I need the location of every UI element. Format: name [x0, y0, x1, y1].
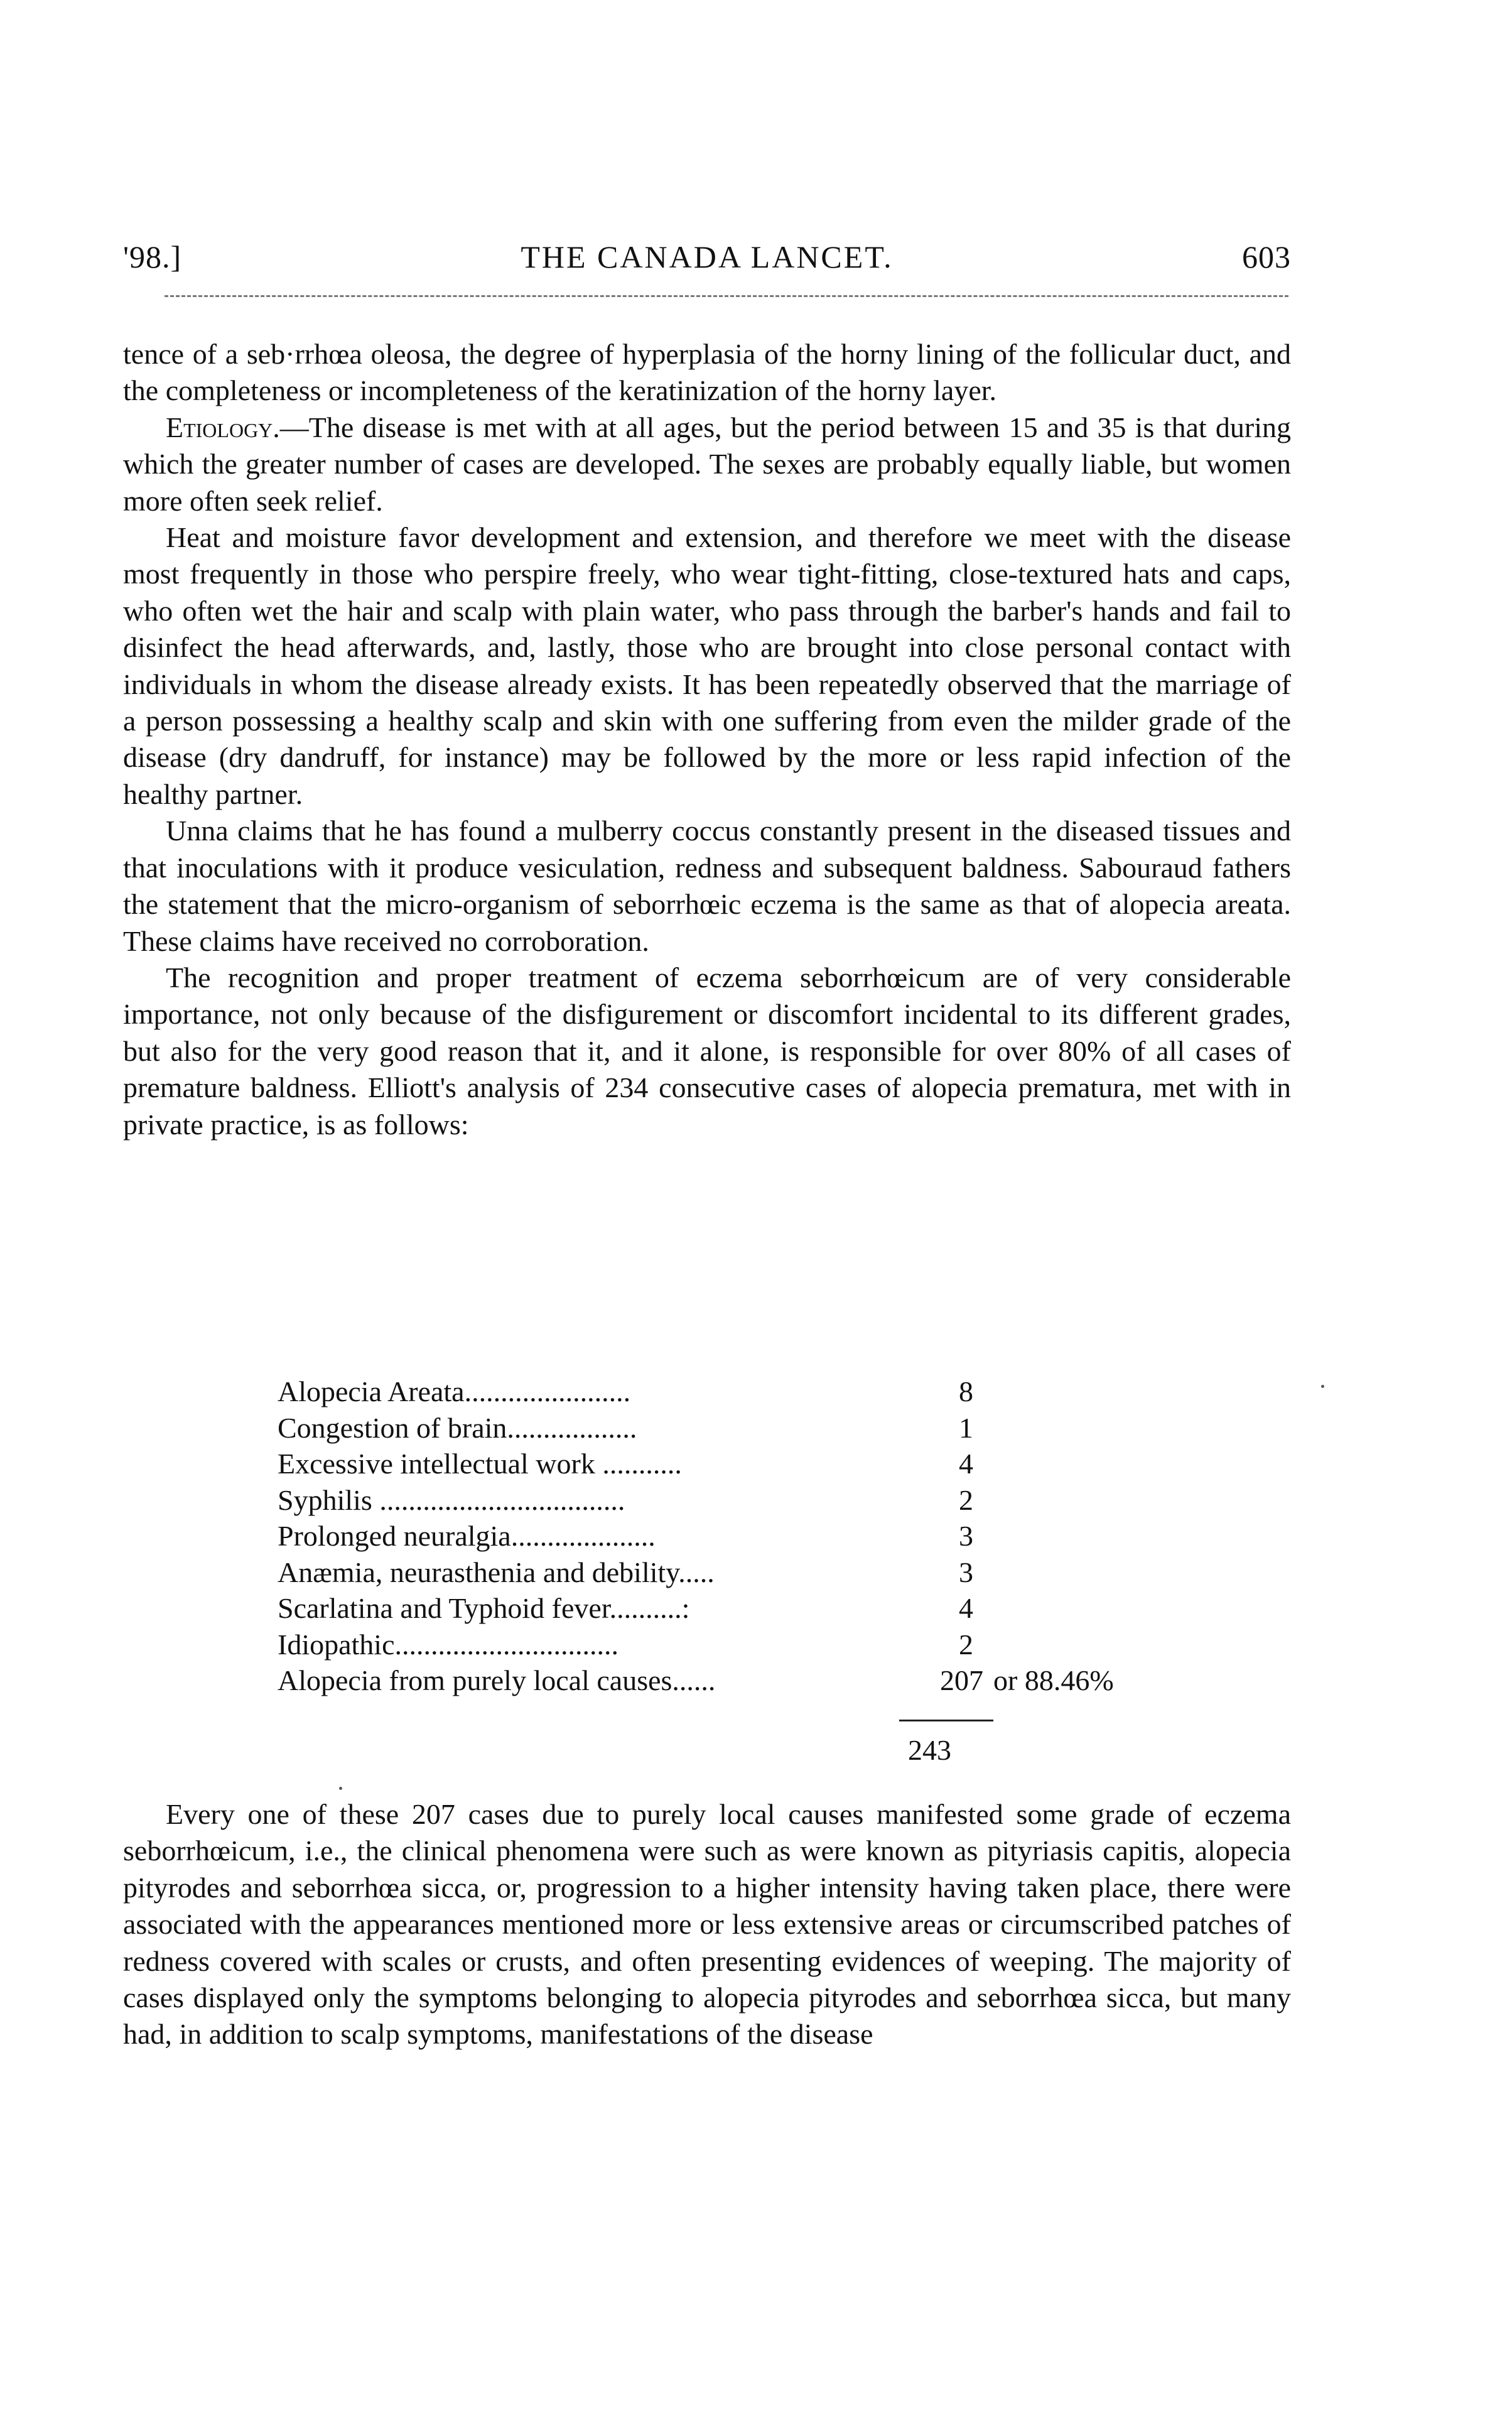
page-number: 603: [1242, 239, 1291, 274]
paragraph-every-one: Every one of these 207 cases due to purely local causes manifested some grade of eczema seborrhœicum, i.e., the clinical phenomena were such as were known as pityriasis capitis, alopecia pityrodes and seborrhœa sicca, or, progression to a higher intensity having taken place, there were associated with the appearances mentioned more or less extensive areas or circumscribed patches of redness covered with scales or crusts, and often presenting evidences of weeping. The majority of cases displayed only the symptoms belonging to alopecia pityrodes and seborrhœa sicca, but many had, in addition to scalp symptoms, manifestations of the disease: [123, 1798, 1291, 2051]
journal-title: THE CANADA LANCET.: [521, 239, 894, 274]
recognition-text-b: of all cases of premature baldness. Elliott's analysis of 234 consecutive cases of alopecia prematura, met with in private practice, is as follows:: [123, 1034, 1292, 1141]
row-value: 2: [959, 1628, 973, 1661]
total-rule: [899, 1720, 993, 1721]
percent-sign: %: [1087, 1034, 1111, 1067]
paragraph-etiology: [123, 409, 1291, 519]
table-row: [278, 1590, 1194, 1627]
row-value: 8: [959, 1375, 973, 1407]
table-row: [278, 1518, 1194, 1554]
row-label: Prolonged neuralgia....................: [278, 1520, 656, 1552]
body-text-lower: [123, 1796, 1291, 2053]
paragraph-heat-moisture: Heat and moisture favor development and extension, and therefore we meet with the disease most frequently in those who perspire freely, who wear tight-fitting, close-textured hats and caps, who often wet the hair and scalp with plain water, who pass through the barber's hands and fail to disinfect the head afterwards, and, lastly, those who are brought into close personal contact with individuals in whom the disease already exists. It has been repeatedly observed that the marriage of a person possessing a healthy scalp and skin with one suffering from even the milder grade of the disease (dry dandruff, for instance) may be followed by the more or less rapid infection of the healthy partner.: [123, 521, 1291, 810]
row-label: Excessive intellectual work ...........: [278, 1448, 682, 1480]
table-row: [278, 1446, 1194, 1482]
paragraph-unna: Unna claims that he has found a mulberry coccus constantly present in the diseased tissues and that inoculations with it produce vesiculation, redness and subsequent baldness. Sabouraud fathers the statement that the micro-organism of seborrhœic eczema is the same as that of alopecia areata. These claims have received no corroboration.: [123, 815, 1291, 957]
paragraph-recognition: [123, 960, 1291, 1143]
table-total: 243: [908, 1734, 951, 1766]
row-value: 4: [959, 1592, 973, 1624]
table-row: [278, 1482, 1194, 1519]
row-label: Anæmia, neurasthenia and debility.....: [278, 1556, 715, 1588]
causes-table: [278, 1374, 1194, 1699]
body-text-upper: [123, 336, 1291, 1143]
row-label: Scarlatina and Typhoid fever..........:: [278, 1592, 690, 1624]
table-row: [278, 1554, 1194, 1591]
stray-mark: [339, 1787, 342, 1790]
row-value: 3: [959, 1520, 973, 1552]
row-label: Idiopathic...............................: [278, 1628, 618, 1661]
volume-year: '98.]: [123, 239, 182, 274]
table-row: [278, 1374, 1194, 1410]
row-label: Alopecia Areata.......................: [278, 1375, 631, 1407]
etiology-text: The disease is met with at all ages, but the period between 15 and 35 is that during which the greater number of cases are developed. The sexes are probably equally liable, but women more often seek relief.: [123, 411, 1291, 517]
running-header: [123, 239, 1291, 289]
table-row: [278, 1627, 1194, 1663]
row-value: 3: [959, 1556, 973, 1588]
row-value: 2: [959, 1483, 973, 1516]
stray-mark: [1321, 1385, 1324, 1388]
row-label: Syphilis ..................................: [278, 1483, 625, 1516]
row-value: 4: [959, 1448, 973, 1480]
row-percentage: or 88.46%: [993, 1664, 1114, 1696]
row-value: 1: [959, 1411, 973, 1444]
table-row: [278, 1662, 1194, 1699]
etiology-heading: Etiology.—: [166, 411, 309, 443]
row-label: Alopecia from purely local causes......: [278, 1664, 716, 1696]
header-rule: [165, 295, 1288, 297]
row-value: 207: [940, 1664, 983, 1696]
row-label: Congestion of brain..................: [278, 1411, 637, 1444]
table-row: [278, 1410, 1194, 1446]
paragraph-continuation: tence of a seb·rrhœa oleosa, the degree of hyperplasia of the horny lining of the follicular duct, and the completeness or incompleteness of the keratinization of the horny layer.: [123, 338, 1291, 407]
recognition-text-a: The recognition and proper treatment of eczema seborrhœicum are of very considerable importance, not only because of the disfigurement or discomfort incidental to its different grades, but also for the very good reason that it, and it alone, is responsible for over 80: [123, 961, 1291, 1067]
